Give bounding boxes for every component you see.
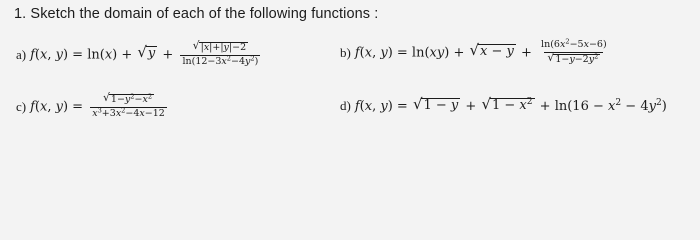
part-c-label: c) [16, 98, 27, 114]
exercise-title: 1. Sketch the domain of each of the following functions : [14, 6, 379, 22]
part-a-formula: f(x, y) = ln(x) + √ y + √ |x|+|y|−2 $\ln(12-3x^2-4y^2)$ [30, 39, 259, 67]
part-d [340, 95, 667, 114]
part-b-label: b) [340, 44, 351, 60]
part-c [16, 91, 170, 120]
part-a-label: a) [16, 46, 27, 62]
part-d-formula: f(x, y) = √ 1 − y + √ $1 - x^2$ + $\ln(16 - x^2 - 4y^2)$ [354, 95, 667, 114]
part-a [16, 39, 263, 68]
part-d-label: d) [340, 98, 351, 113]
part-c-formula: f(x, y) = √ $1-y^2-x^2$ $x^3+3x^2-4x-12$ [30, 91, 165, 119]
part-b-formula: f(x, y) = ln(xy) + √ x − y + $\ln(6x^2-5x-6)$ √ $1-y-2y^2$ [354, 37, 607, 65]
part-b [340, 37, 612, 66]
